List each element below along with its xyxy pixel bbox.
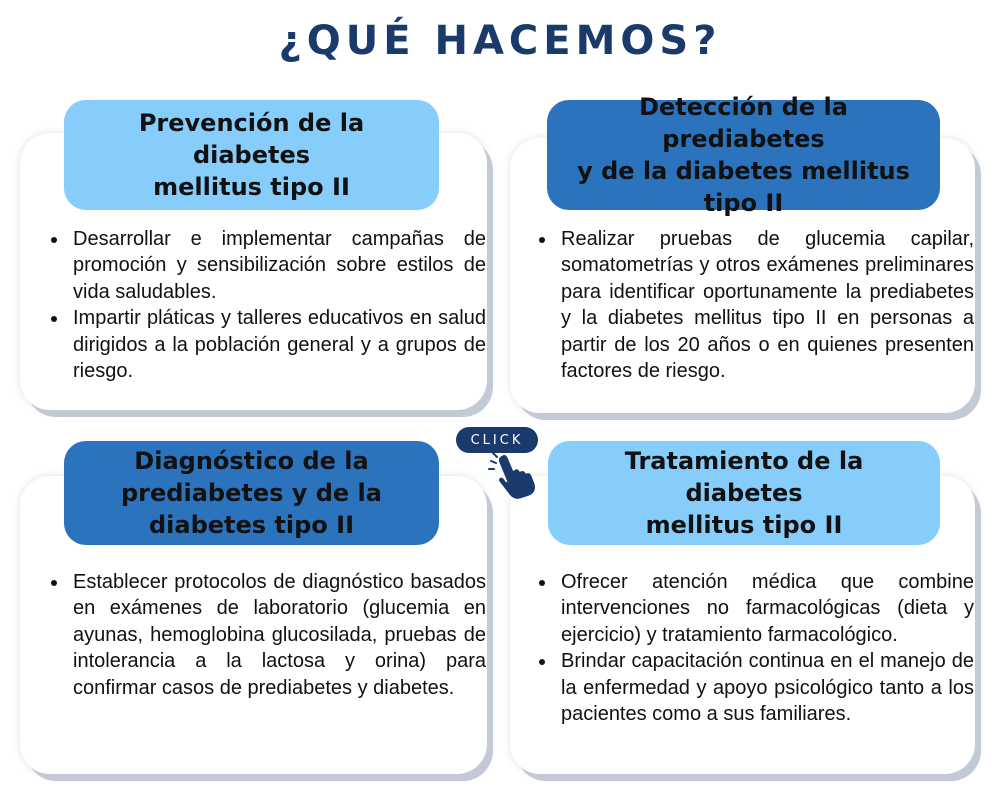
list-item: • Ofrecer atención médica que combine intervenciones no farmacológicas (dieta y ejercicio) y tratamiento farmacológico. bbox=[557, 569, 974, 648]
list-item: • Establecer protocolos de diagnóstico basados en exámenes de laboratorio (glucemia en ayunas, hemoglobina glucosilada, pruebas de intolerancia a la lactosa y orina) para confirmar casos de prediabetes y diabetes. bbox=[69, 569, 486, 701]
card-diagnosis-list bbox=[47, 569, 486, 701]
card-prevention-title: Prevención de la diabetes mellitus tipo II bbox=[138, 109, 365, 201]
page-title: ¿QUÉ HACEMOS? bbox=[278, 18, 722, 64]
list-item: • Impartir pláticas y talleres educativos en salud dirigidos a la población general y a grupos de riesgo. bbox=[69, 305, 486, 384]
card-diagnosis-header bbox=[64, 441, 439, 545]
card-detection-title: Detección de la prediabetes y de la diabetes mellitus tipo II bbox=[577, 93, 910, 217]
card-prevention-header bbox=[64, 100, 439, 210]
card-treatment-list bbox=[535, 569, 974, 727]
card-detection-list bbox=[535, 226, 974, 384]
list-item: • Realizar pruebas de glucemia capilar, somatometrías y otros exámenes preliminares para identificar oportunamente la prediabetes y la diabetes mellitus tipo II en personas a partir de los 20 años o en quienes presenten factores de riesgo. bbox=[557, 226, 974, 384]
click-button[interactable]: CLICK bbox=[456, 427, 538, 453]
card-detection-header bbox=[547, 93, 940, 217]
list-item: • Desarrollar e implementar campañas de promoción y sensibilización sobre estilos de vida saludables. bbox=[69, 226, 486, 305]
card-treatment-header bbox=[548, 441, 940, 545]
card-treatment-title: Tratamiento de la diabetes mellitus tipo II bbox=[624, 447, 864, 539]
card-diagnosis-title: Diagnóstico de la prediabetes y de la diabetes tipo II bbox=[121, 447, 382, 539]
list-item: • Brindar capacitación continua en el manejo de la enfermedad y apoyo psicológico tanto a los pacientes como a sus familiares. bbox=[557, 648, 974, 727]
card-prevention-list bbox=[47, 226, 486, 384]
pointing-hand-icon[interactable] bbox=[488, 452, 540, 500]
